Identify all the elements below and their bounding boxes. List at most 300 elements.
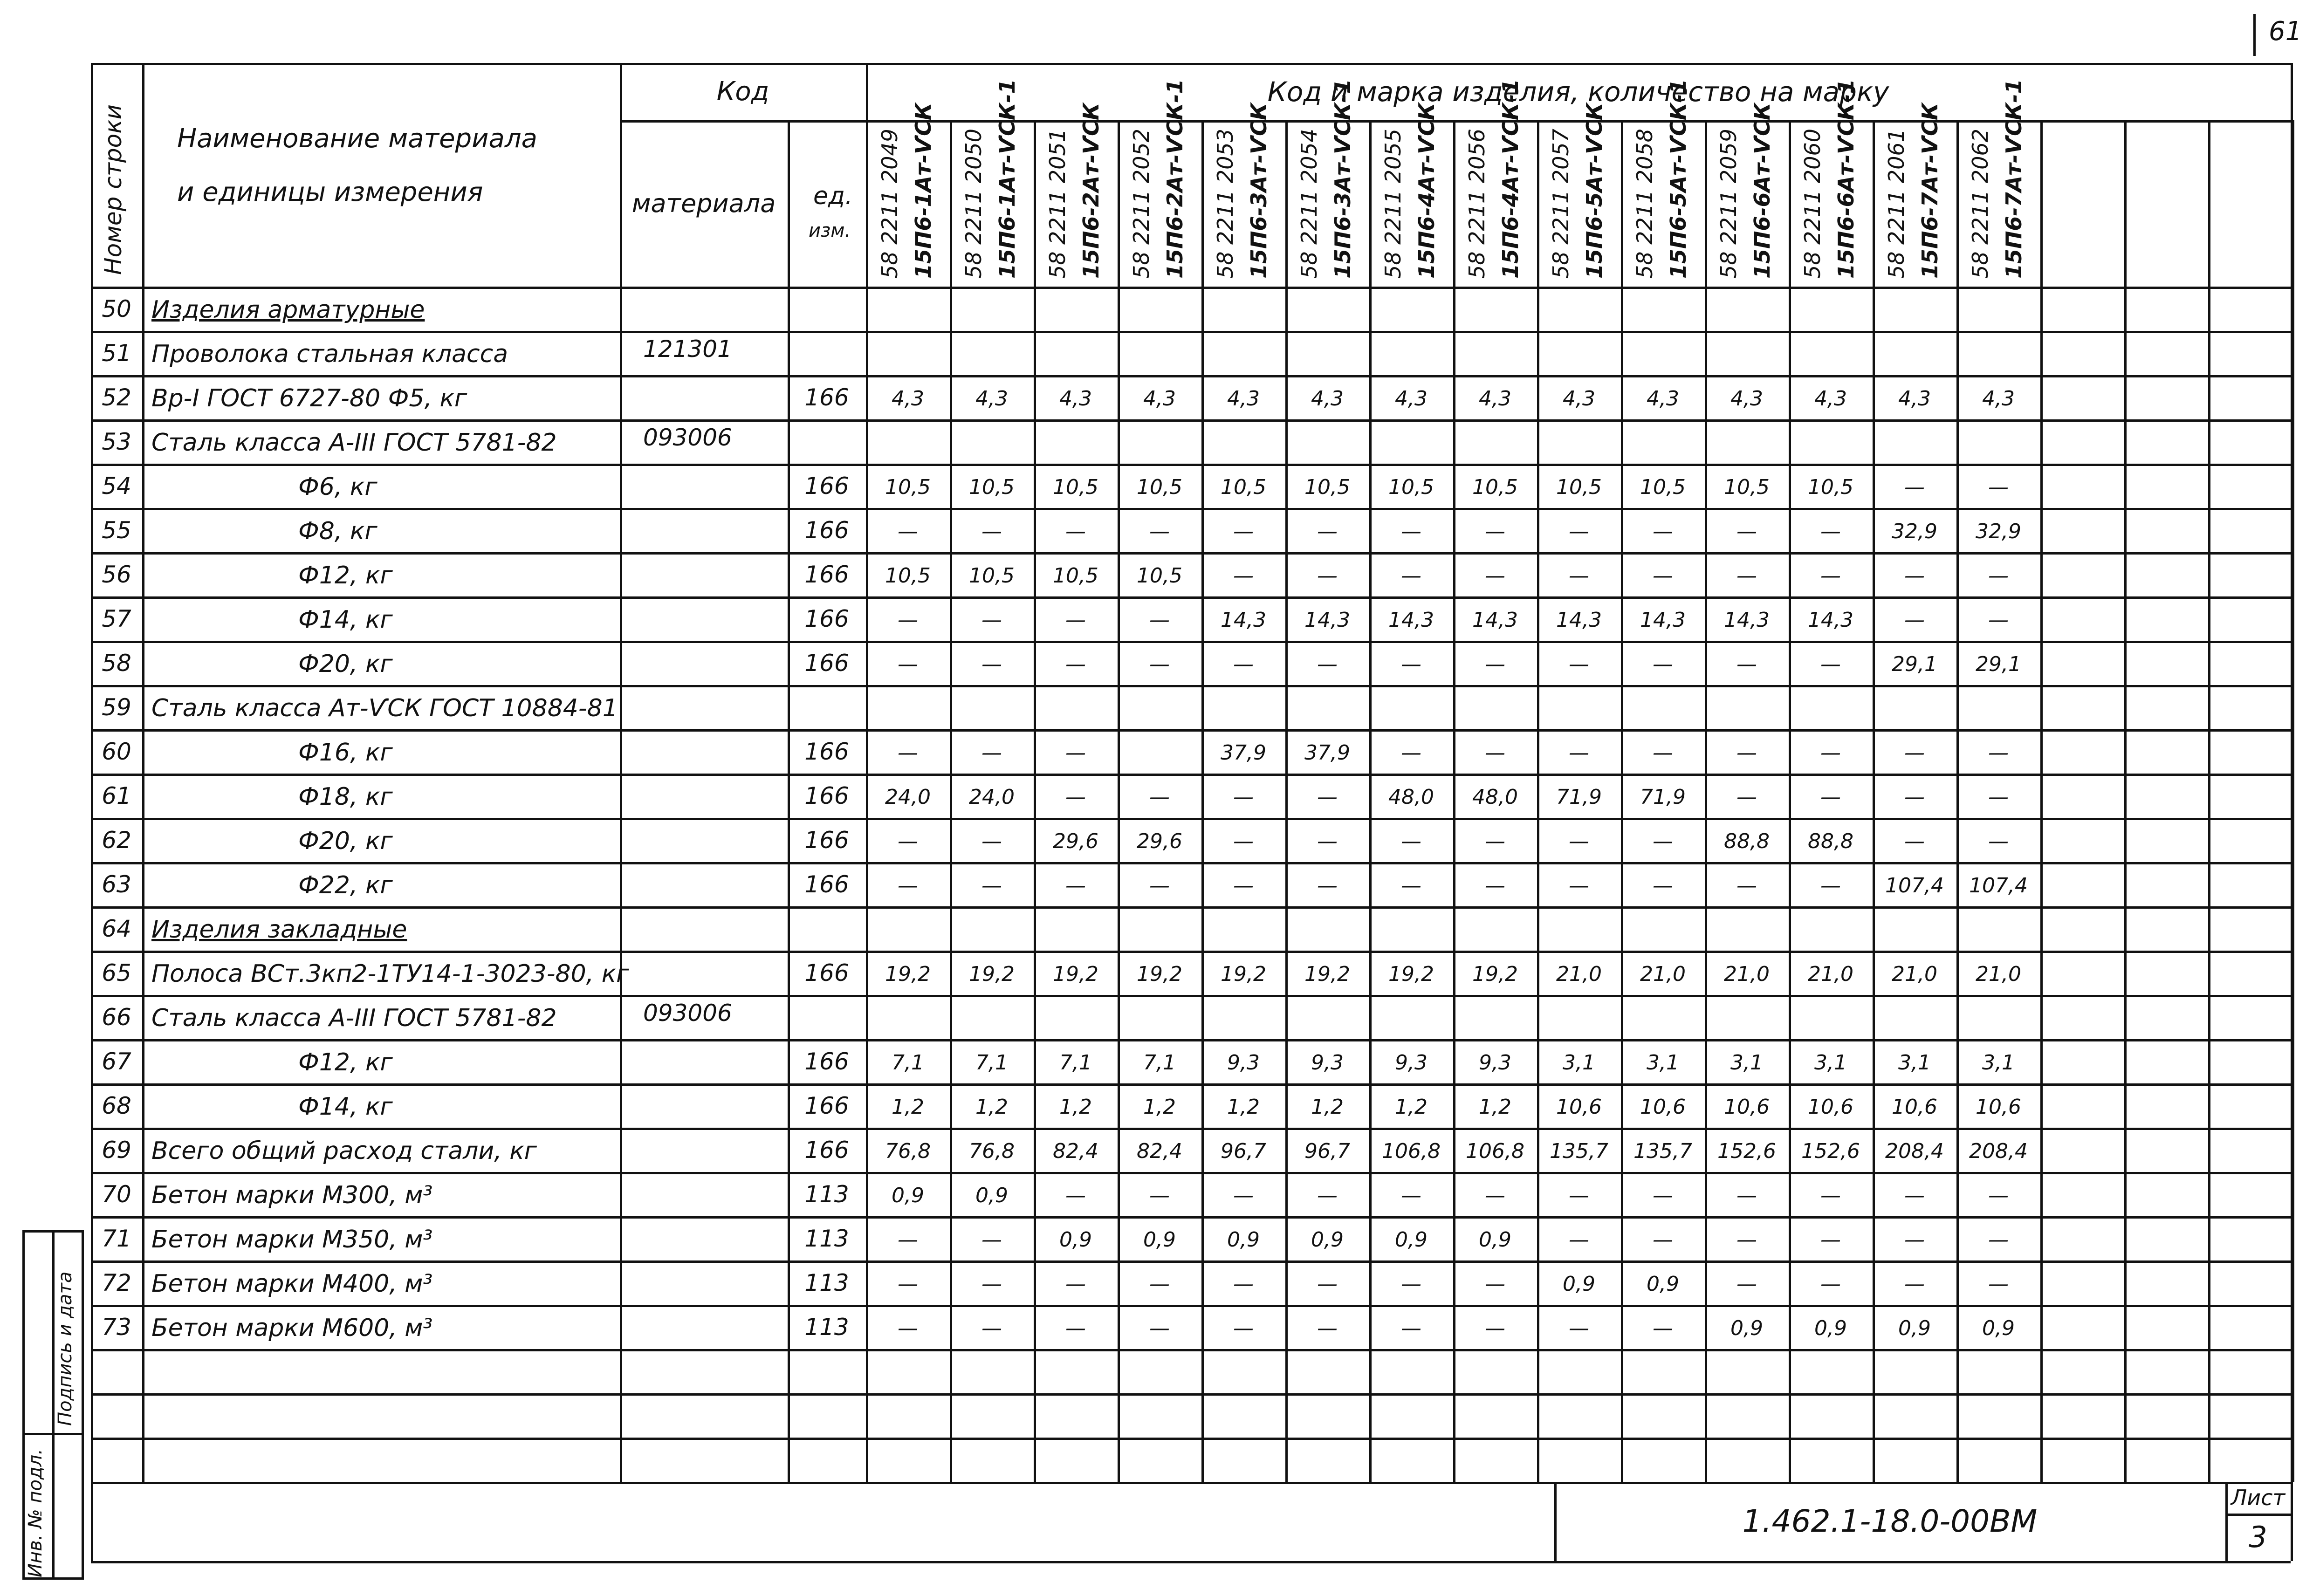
quantity-cell: 82,4: [1137, 1139, 1182, 1163]
quantity-cell: 19,2: [885, 962, 931, 986]
quantity-cell: 10,5: [1808, 475, 1853, 499]
quantity-cell: —: [1820, 785, 1841, 809]
unit-code: 166: [804, 516, 849, 544]
quantity-cell: —: [1401, 563, 1421, 588]
quantity-cell: —: [1988, 1272, 2009, 1296]
material-name: Ф20, кг: [298, 650, 393, 678]
product-mark: 15П6-6Ат-ѴСК: [1750, 103, 1775, 279]
material-name: Сталь класса Ат-ѴСК ГОСТ 10884-81: [151, 694, 618, 722]
quantity-cell: 0,9: [1647, 1272, 1679, 1296]
quantity-cell: —: [1569, 1227, 1589, 1252]
quantity-cell: 4,3: [1311, 386, 1344, 411]
quantity-cell: 135,7: [1633, 1139, 1692, 1163]
unit-code: 166: [804, 870, 849, 898]
header-row-number: Номер строки: [100, 104, 127, 275]
quantity-cell: 21,0: [1892, 962, 1937, 986]
row-line: [91, 375, 2291, 377]
quantity-cell: 29,1: [1976, 652, 2021, 676]
quantity-cell: 0,9: [1982, 1316, 2015, 1340]
quantity-cell: 10,5: [969, 563, 1015, 588]
unit-code: 166: [804, 826, 849, 854]
material-name: Вр-I ГОСТ 6727-80 Ф5, кг: [151, 384, 467, 412]
quantity-cell: 1,2: [975, 1095, 1008, 1119]
row-number: 61: [102, 782, 131, 809]
quantity-cell: 10,6: [1892, 1095, 1937, 1119]
quantity-cell: —: [1233, 829, 1254, 853]
quantity-cell: 21,0: [1808, 962, 1853, 986]
col-line-product: [2124, 120, 2127, 1482]
quantity-cell: 0,9: [1395, 1227, 1428, 1252]
quantity-cell: 4,3: [1395, 386, 1428, 411]
quantity-cell: 0,9: [1311, 1227, 1344, 1252]
quantity-cell: —: [1820, 1272, 1841, 1296]
quantity-cell: 10,5: [1556, 475, 1602, 499]
row-line: [91, 1393, 2291, 1396]
quantity-cell: 10,5: [1472, 475, 1518, 499]
product-code: 58 2211 2054: [1297, 129, 1322, 279]
quantity-cell: 9,3: [1311, 1050, 1344, 1075]
quantity-cell: —: [1988, 829, 2009, 853]
side-stamp-signature: Подпись и дата: [55, 1271, 76, 1426]
quantity-cell: 7,1: [1059, 1050, 1092, 1075]
quantity-cell: —: [1820, 652, 1841, 676]
quantity-cell: —: [1653, 652, 1673, 676]
material-name: Бетон марки М400, м³: [151, 1270, 433, 1298]
unit-code: 166: [804, 1092, 849, 1119]
quantity-cell: 152,6: [1801, 1139, 1860, 1163]
product-code: 58 2211 2050: [961, 129, 986, 279]
quantity-cell: —: [1317, 785, 1338, 809]
row-line: [91, 331, 2291, 333]
quantity-cell: —: [1988, 475, 2009, 499]
material-name: Сталь класса А-III ГОСТ 5781-82: [151, 429, 557, 457]
quantity-cell: 10,5: [1388, 475, 1434, 499]
quantity-cell: —: [1149, 1316, 1170, 1340]
quantity-cell: —: [1736, 652, 1757, 676]
sheet-number: 3: [2249, 1520, 2267, 1554]
row-number: 62: [102, 826, 131, 854]
product-mark: 15П6-5Ат-ѴСК: [1582, 103, 1607, 279]
quantity-cell: 37,9: [1221, 740, 1266, 765]
product-mark: 15П6-4Ат-ѴСК: [1414, 103, 1439, 279]
quantity-cell: —: [898, 740, 918, 765]
material-name: Ф6, кг: [298, 473, 377, 501]
material-name: Бетон марки М350, м³: [151, 1226, 433, 1254]
quantity-cell: 76,8: [969, 1139, 1015, 1163]
unit-code: 113: [804, 1225, 849, 1252]
quantity-cell: 208,4: [1969, 1139, 2028, 1163]
quantity-cell: 82,4: [1053, 1139, 1098, 1163]
quantity-cell: —: [1904, 608, 1925, 632]
row-line: [91, 1305, 2291, 1307]
quantity-cell: 10,5: [1724, 475, 1770, 499]
table-border-bottom: [91, 1561, 2291, 1563]
row-number: 55: [102, 516, 131, 544]
side-stamp-inventory: Инв. № подл.: [25, 1449, 46, 1577]
row-line: [91, 641, 2291, 643]
row-number: 69: [102, 1136, 131, 1164]
row-line: [91, 552, 2291, 555]
row-line: [91, 774, 2291, 776]
unit-code: 166: [804, 605, 849, 632]
quantity-cell: 19,2: [1137, 962, 1182, 986]
quantity-cell: —: [1233, 1183, 1254, 1207]
quantity-cell: 3,1: [1647, 1050, 1679, 1075]
quantity-cell: 0,9: [1898, 1316, 1931, 1340]
quantity-cell: —: [1820, 1227, 1841, 1252]
quantity-cell: —: [1736, 519, 1757, 543]
product-code: 58 2211 2061: [1884, 129, 1909, 279]
quantity-cell: 7,1: [1143, 1050, 1176, 1075]
quantity-cell: —: [981, 608, 1002, 632]
quantity-cell: —: [898, 519, 918, 543]
quantity-cell: 3,1: [1730, 1050, 1763, 1075]
quantity-cell: —: [1401, 1272, 1421, 1296]
page-number-bar: [2253, 14, 2256, 56]
quantity-cell: 3,1: [1563, 1050, 1595, 1075]
quantity-cell: 1,2: [1311, 1095, 1344, 1119]
quantity-cell: 96,7: [1221, 1139, 1266, 1163]
header-bottom-line: [91, 287, 2291, 289]
quantity-cell: 88,8: [1808, 829, 1853, 853]
material-name: Ф20, кг: [298, 827, 393, 855]
unit-code: 166: [804, 472, 849, 500]
quantity-cell: 9,3: [1227, 1050, 1260, 1075]
quantity-cell: 32,9: [1976, 519, 2021, 543]
quantity-cell: —: [981, 740, 1002, 765]
product-code: 58 2211 2059: [1716, 129, 1741, 279]
quantity-cell: —: [1065, 785, 1086, 809]
quantity-cell: —: [1653, 563, 1673, 588]
quantity-cell: 1,2: [1479, 1095, 1511, 1119]
product-mark: 15П6-1Ат-ѴСК-1: [995, 79, 1020, 279]
row-line: [91, 1128, 2291, 1130]
row-number: 54: [102, 472, 131, 500]
quantity-cell: —: [1065, 740, 1086, 765]
quantity-cell: 21,0: [1976, 962, 2021, 986]
unit-code: 113: [804, 1313, 849, 1341]
quantity-cell: 0,9: [1814, 1316, 1847, 1340]
quantity-cell: 0,9: [892, 1183, 924, 1207]
unit-code: 166: [804, 1136, 849, 1164]
row-line: [91, 1039, 2291, 1041]
quantity-cell: 1,2: [1059, 1095, 1092, 1119]
quantity-cell: 10,5: [1640, 475, 1686, 499]
quantity-cell: 19,2: [969, 962, 1015, 986]
quantity-cell: 19,2: [1053, 962, 1098, 986]
quantity-cell: 10,5: [1137, 475, 1182, 499]
quantity-cell: —: [1653, 1183, 1673, 1207]
product-code: 58 2211 2057: [1548, 129, 1573, 279]
quantity-cell: 9,3: [1395, 1050, 1428, 1075]
quantity-cell: —: [1569, 652, 1589, 676]
col-line-product: [2292, 120, 2294, 1482]
side-stamp-divider: [22, 1433, 84, 1435]
quantity-cell: —: [1317, 1316, 1338, 1340]
quantity-cell: —: [898, 829, 918, 853]
quantity-cell: 3,1: [1898, 1050, 1931, 1075]
product-code: 58 2211 2056: [1464, 129, 1489, 279]
product-code: 58 2211 2060: [1800, 129, 1825, 279]
quantity-cell: —: [1736, 1183, 1757, 1207]
material-name: Полоса ВСт.3кп2-1ТУ14-1-3023-80, кг: [151, 960, 629, 988]
product-code: 58 2211 2055: [1380, 129, 1406, 279]
quantity-cell: 10,5: [969, 475, 1015, 499]
quantity-cell: 10,6: [1808, 1095, 1853, 1119]
quantity-cell: 14,3: [1640, 608, 1686, 632]
quantity-cell: —: [1988, 608, 2009, 632]
material-name: Ф14, кг: [298, 1093, 393, 1121]
quantity-cell: —: [1485, 1272, 1505, 1296]
quantity-cell: —: [1653, 740, 1673, 765]
quantity-cell: 10,5: [1053, 563, 1098, 588]
quantity-cell: —: [1569, 1183, 1589, 1207]
row-line: [91, 1260, 2291, 1263]
row-line: [91, 419, 2291, 422]
quantity-cell: —: [1065, 873, 1086, 897]
row-line: [91, 906, 2291, 909]
product-mark: 15П6-3Ат-ѴСК-1: [1330, 79, 1355, 279]
quantity-cell: —: [1149, 652, 1170, 676]
quantity-cell: —: [1736, 873, 1757, 897]
product-mark: 15П6-7Ат-ѴСК-1: [2001, 79, 2026, 279]
material-name: Ф12, кг: [298, 1048, 393, 1076]
quantity-cell: 10,5: [1137, 563, 1182, 588]
row-number: 57: [102, 605, 131, 632]
quantity-cell: 10,5: [1053, 475, 1098, 499]
product-code: 58 2211 2052: [1129, 129, 1154, 279]
quantity-cell: 19,2: [1221, 962, 1266, 986]
row-number: 66: [102, 1003, 131, 1031]
header-unit-code-2: изм.: [809, 220, 851, 241]
row-line: [91, 464, 2291, 466]
quantity-cell: 208,4: [1885, 1139, 1944, 1163]
product-mark: 15П6-2Ат-ѴСК: [1078, 103, 1104, 279]
material-name: Ф16, кг: [298, 739, 393, 767]
quantity-cell: —: [1736, 1227, 1757, 1252]
quantity-cell: —: [1820, 873, 1841, 897]
product-mark: 15П6-3Ат-ѴСК: [1246, 103, 1271, 279]
unit-code: 166: [804, 1048, 849, 1075]
quantity-cell: —: [1485, 652, 1505, 676]
quantity-cell: —: [1820, 740, 1841, 765]
quantity-cell: 14,3: [1221, 608, 1266, 632]
quantity-cell: —: [898, 873, 918, 897]
quantity-cell: 14,3: [1388, 608, 1434, 632]
quantity-cell: 19,2: [1472, 962, 1518, 986]
quantity-cell: —: [1149, 1272, 1170, 1296]
unit-code: 166: [804, 384, 849, 411]
quantity-cell: 10,6: [1976, 1095, 2021, 1119]
quantity-cell: —: [1485, 740, 1505, 765]
quantity-cell: —: [1569, 829, 1589, 853]
row-line: [91, 862, 2291, 864]
row-line: [91, 1172, 2291, 1174]
material-code: 093006: [643, 1000, 732, 1027]
row-number: 51: [102, 339, 131, 367]
quantity-cell: 7,1: [975, 1050, 1008, 1075]
quantity-cell: 76,8: [885, 1139, 931, 1163]
quantity-cell: —: [898, 1272, 918, 1296]
quantity-cell: 48,0: [1388, 785, 1434, 809]
sheet-label: Лист: [2231, 1485, 2285, 1510]
row-number: 53: [102, 428, 131, 455]
quantity-cell: —: [981, 873, 1002, 897]
quantity-cell: —: [1569, 1316, 1589, 1340]
quantity-cell: —: [1988, 563, 2009, 588]
quantity-cell: 4,3: [1143, 386, 1176, 411]
page-number: 61: [2269, 16, 2302, 47]
row-line: [91, 685, 2291, 687]
quantity-cell: —: [898, 652, 918, 676]
quantity-cell: —: [1065, 1272, 1086, 1296]
quantity-cell: —: [898, 608, 918, 632]
row-line: [91, 1438, 2291, 1440]
row-number: 67: [102, 1048, 131, 1075]
product-code: 58 2211 2051: [1045, 129, 1070, 279]
quantity-cell: 19,2: [1388, 962, 1434, 986]
quantity-cell: 4,3: [1227, 386, 1260, 411]
quantity-cell: 10,6: [1556, 1095, 1602, 1119]
quantity-cell: —: [898, 1227, 918, 1252]
quantity-cell: —: [1149, 785, 1170, 809]
quantity-cell: 10,6: [1640, 1095, 1686, 1119]
row-number: 58: [102, 649, 131, 677]
col-line-product: [2208, 120, 2210, 1482]
quantity-cell: —: [1904, 785, 1925, 809]
unit-code: 113: [804, 1269, 849, 1296]
quantity-cell: —: [1736, 740, 1757, 765]
row-number: 70: [102, 1180, 131, 1208]
quantity-cell: —: [981, 1272, 1002, 1296]
header-products-group: Код и марка изделия, количество на марку: [1267, 75, 1889, 108]
row-line: [91, 1083, 2291, 1086]
unit-code: 113: [804, 1180, 849, 1208]
header-name-line1: Наименование материала: [177, 123, 537, 154]
quantity-cell: —: [1065, 1316, 1086, 1340]
quantity-cell: 106,8: [1382, 1139, 1441, 1163]
quantity-cell: 14,3: [1808, 608, 1853, 632]
row-number: 65: [102, 959, 131, 986]
quantity-cell: 14,3: [1724, 608, 1770, 632]
quantity-cell: 135,7: [1550, 1139, 1608, 1163]
quantity-cell: 10,5: [1221, 475, 1266, 499]
quantity-cell: —: [1401, 740, 1421, 765]
product-code: 58 2211 2049: [877, 129, 902, 279]
row-number: 64: [102, 915, 131, 942]
quantity-cell: 1,2: [1227, 1095, 1260, 1119]
quantity-cell: 4,3: [1563, 386, 1595, 411]
quantity-cell: —: [1233, 873, 1254, 897]
product-mark: 15П6-6Ат-ѴСК-1: [1833, 79, 1859, 279]
quantity-cell: —: [1233, 1316, 1254, 1340]
quantity-cell: —: [1401, 1183, 1421, 1207]
quantity-cell: 4,3: [1059, 386, 1092, 411]
quantity-cell: 7,1: [892, 1050, 924, 1075]
quantity-cell: —: [1401, 1316, 1421, 1340]
product-mark: 15П6-4Ат-ѴСК-1: [1498, 79, 1523, 279]
product-code: 58 2211 2062: [1968, 129, 1993, 279]
quantity-cell: —: [1904, 1227, 1925, 1252]
material-name: Всего общий расход стали, кг: [151, 1137, 537, 1165]
quantity-cell: 21,0: [1640, 962, 1686, 986]
quantity-cell: —: [1317, 873, 1338, 897]
quantity-cell: 88,8: [1724, 829, 1770, 853]
quantity-cell: —: [1317, 1183, 1338, 1207]
quantity-cell: 107,4: [1969, 873, 2028, 897]
quantity-cell: 107,4: [1885, 873, 1944, 897]
quantity-cell: —: [1401, 873, 1421, 897]
product-code: 58 2211 2058: [1632, 129, 1657, 279]
quantity-cell: 71,9: [1556, 785, 1602, 809]
material-name: Изделия закладные: [151, 916, 407, 944]
material-name: Изделия арматурные: [151, 296, 425, 324]
quantity-cell: —: [1317, 652, 1338, 676]
quantity-cell: 0,9: [975, 1183, 1008, 1207]
quantity-cell: —: [1401, 829, 1421, 853]
quantity-cell: —: [1401, 652, 1421, 676]
quantity-cell: —: [1653, 829, 1673, 853]
material-code: 121301: [643, 336, 732, 363]
quantity-cell: —: [1988, 1227, 2009, 1252]
quantity-cell: 29,1: [1892, 652, 1937, 676]
material-name: Бетон марки М600, м³: [151, 1314, 433, 1342]
row-line: [91, 818, 2291, 820]
quantity-cell: —: [1065, 519, 1086, 543]
col-line-product: [2040, 120, 2043, 1482]
quantity-cell: 4,3: [1814, 386, 1847, 411]
quantity-cell: —: [1485, 1183, 1505, 1207]
quantity-cell: —: [1233, 785, 1254, 809]
header-unit-code-1: ед.: [813, 182, 853, 210]
quantity-cell: 21,0: [1556, 962, 1602, 986]
quantity-cell: —: [1149, 873, 1170, 897]
quantity-cell: 4,3: [975, 386, 1008, 411]
header-material-code: материала: [631, 188, 776, 218]
quantity-cell: —: [981, 1316, 1002, 1340]
quantity-cell: 24,0: [969, 785, 1015, 809]
quantity-cell: —: [1988, 1183, 2009, 1207]
quantity-cell: —: [1653, 1227, 1673, 1252]
quantity-cell: 10,5: [885, 563, 931, 588]
unit-code: 166: [804, 738, 849, 765]
quantity-cell: —: [1988, 785, 2009, 809]
quantity-cell: 4,3: [1898, 386, 1931, 411]
material-name: Ф8, кг: [298, 517, 377, 545]
row-number: 71: [102, 1225, 131, 1252]
quantity-cell: 1,2: [1395, 1095, 1428, 1119]
quantity-cell: —: [1904, 475, 1925, 499]
quantity-cell: —: [1653, 1316, 1673, 1340]
row-line: [91, 729, 2291, 732]
unit-code: 166: [804, 959, 849, 986]
document-code: 1.462.1-18.0-00ВМ: [1742, 1503, 2038, 1539]
material-code: 093006: [643, 424, 732, 451]
row-number: 52: [102, 384, 131, 411]
quantity-cell: 19,2: [1304, 962, 1350, 986]
quantity-cell: 1,2: [892, 1095, 924, 1119]
header-name-line2: и единицы измерения: [177, 177, 483, 207]
quantity-cell: 71,9: [1640, 785, 1686, 809]
quantity-cell: —: [1317, 519, 1338, 543]
col-line-name: [142, 63, 144, 1482]
quantity-cell: —: [1233, 563, 1254, 588]
quantity-cell: —: [898, 1316, 918, 1340]
quantity-cell: 29,6: [1137, 829, 1182, 853]
row-line: [91, 995, 2291, 997]
quantity-cell: —: [1820, 519, 1841, 543]
quantity-cell: —: [1569, 873, 1589, 897]
